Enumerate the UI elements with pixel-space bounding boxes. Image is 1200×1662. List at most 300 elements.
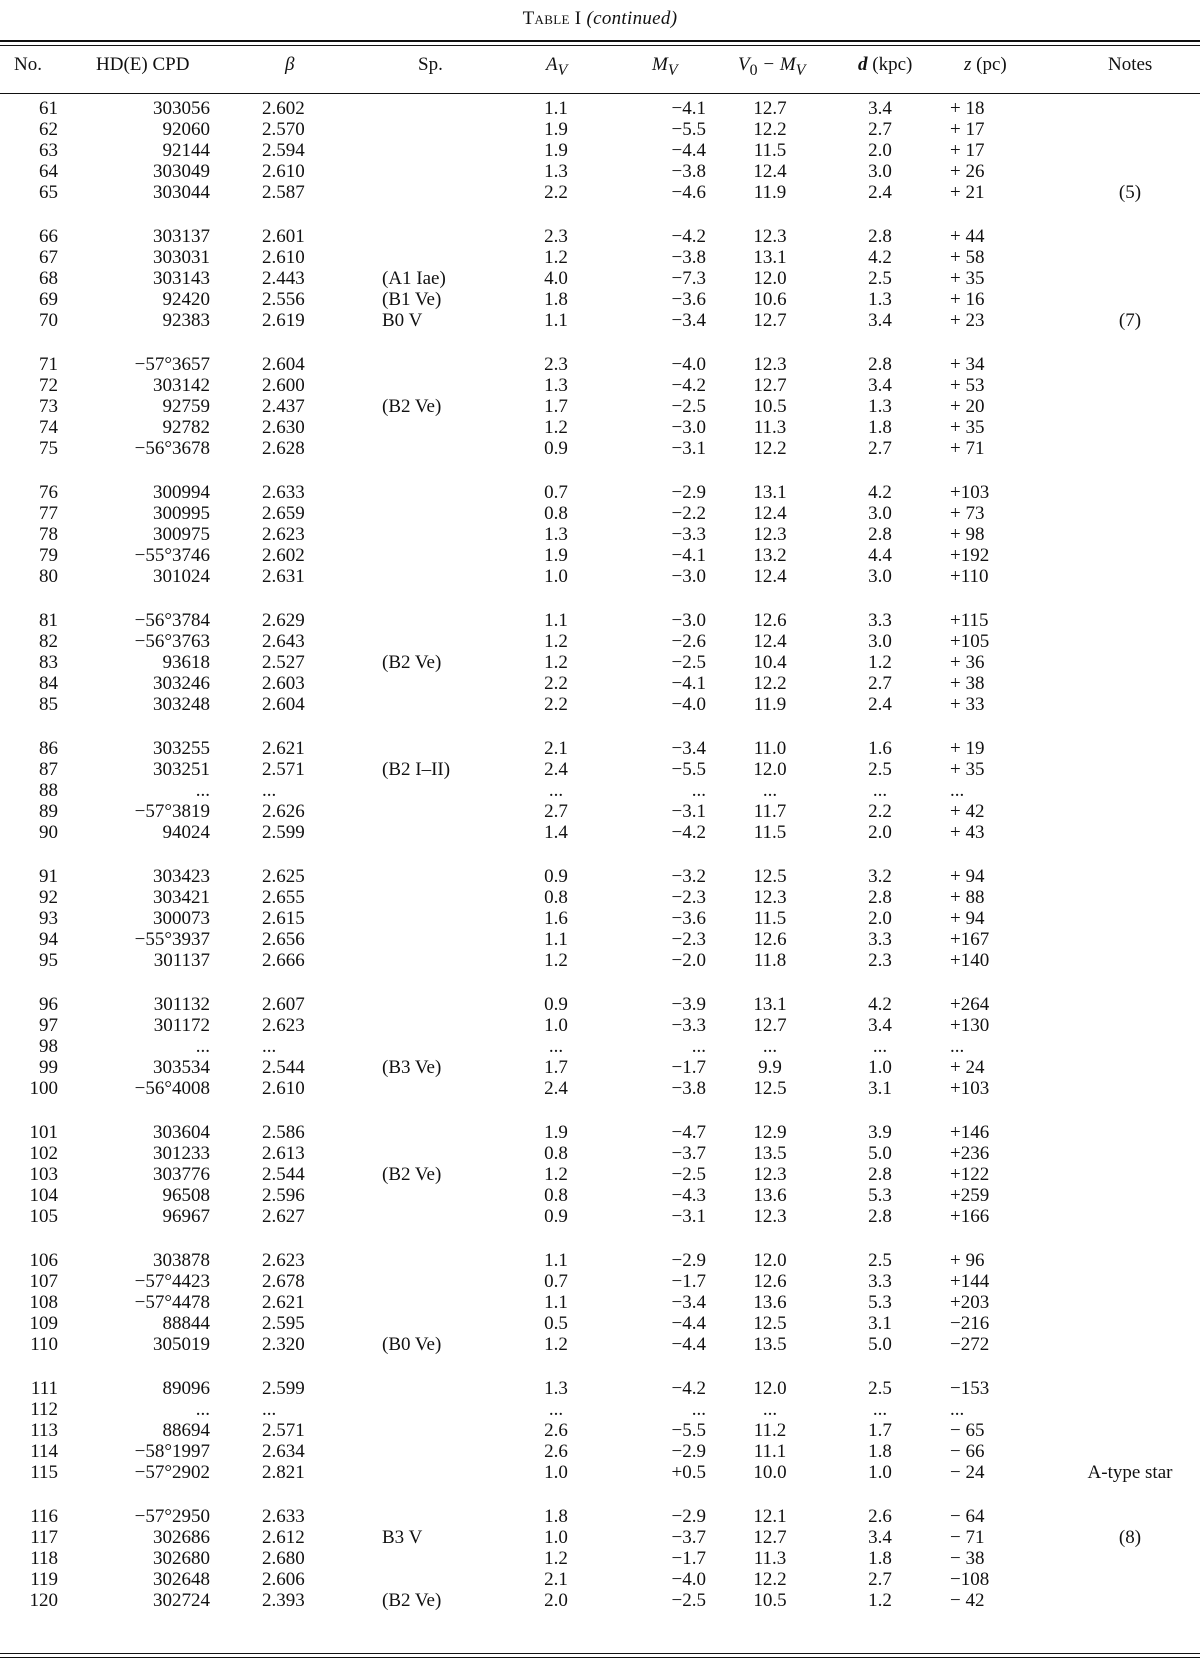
table-row (0, 1548, 1200, 1569)
cell-no: 120 (29, 1590, 58, 1611)
cell-beta: ... (262, 1036, 277, 1057)
cell-no: 72 (39, 375, 58, 396)
cell-z: + 20 (950, 396, 985, 417)
table-row (0, 1015, 1200, 1036)
cell-no: 75 (39, 438, 58, 459)
cell-mv: −4.2 (671, 822, 706, 843)
cell-hd: 303776 (153, 1164, 210, 1185)
table-row (0, 1271, 1200, 1292)
cell-beta: 2.610 (262, 161, 305, 182)
cell-v0: 12.1 (753, 1506, 787, 1527)
cell-z: + 17 (950, 119, 985, 140)
header-d (858, 54, 912, 76)
cell-v0: ... (762, 780, 778, 801)
cell-v0: 11.8 (753, 950, 787, 971)
cell-d: 4.2 (868, 482, 892, 503)
header-v0-minus: − M (757, 54, 796, 75)
table-row (0, 396, 1200, 417)
cell-v0: 11.9 (753, 182, 787, 203)
cell-no: 104 (29, 1185, 58, 1206)
cell-av: 0.8 (544, 1143, 568, 1164)
cell-v0: 12.7 (753, 1527, 787, 1548)
header-no: No. (14, 54, 42, 75)
cell-z: +259 (950, 1185, 990, 1206)
cell-av: 1.9 (544, 545, 568, 566)
cell-v0: 12.3 (753, 887, 787, 908)
cell-av: 0.5 (544, 1313, 568, 1334)
cell-v0: 12.2 (753, 1569, 787, 1590)
table-row (0, 354, 1200, 375)
cell-hd: −57°4423 (134, 1271, 210, 1292)
cell-hd: −57°2950 (134, 1506, 210, 1527)
cell-hd: 96967 (162, 1206, 210, 1227)
cell-beta: 2.571 (262, 759, 305, 780)
cell-d: 2.5 (868, 759, 892, 780)
cell-v0: 12.9 (753, 1122, 787, 1143)
cell-av: 0.7 (544, 1271, 568, 1292)
cell-av: 0.9 (544, 438, 568, 459)
table-row (0, 98, 1200, 119)
cell-av: 1.3 (544, 524, 568, 545)
cell-no: 117 (30, 1527, 58, 1548)
cell-v0: 13.1 (753, 247, 787, 268)
cell-mv: −3.7 (671, 1143, 706, 1164)
row-group (0, 994, 1200, 1099)
cell-beta: 2.599 (262, 822, 305, 843)
cell-hd: −57°2902 (134, 1462, 210, 1483)
cell-no: 106 (29, 1250, 58, 1271)
cell-beta: ... (262, 780, 277, 801)
cell-beta: 2.604 (262, 694, 305, 715)
bottom-rule (0, 1653, 1200, 1654)
cell-beta: 2.623 (262, 1015, 305, 1036)
row-group (0, 482, 1200, 587)
cell-hd: 88694 (162, 1420, 210, 1441)
cell-av: 1.1 (544, 929, 568, 950)
cell-v0: 12.5 (753, 1078, 787, 1099)
cell-z: +166 (950, 1206, 990, 1227)
cell-v0: 12.4 (753, 503, 787, 524)
cell-v0: 12.6 (753, 610, 787, 631)
cell-av: 1.6 (544, 908, 568, 929)
cell-v0: 12.0 (753, 1378, 787, 1399)
cell-d: 1.8 (868, 1548, 892, 1569)
cell-av: 1.8 (544, 289, 568, 310)
cell-beta: 2.610 (262, 247, 305, 268)
cell-v0: 11.3 (753, 1548, 787, 1569)
cell-av: 0.8 (544, 503, 568, 524)
cell-d: 3.9 (868, 1122, 892, 1143)
cell-sp: (B2 Ve) (382, 1590, 442, 1611)
cell-notes: (7) (1118, 310, 1142, 331)
cell-d: 3.4 (868, 375, 892, 396)
cell-d: 4.2 (868, 994, 892, 1015)
table-row (0, 417, 1200, 438)
cell-notes: (5) (1118, 182, 1142, 203)
cell-z: + 26 (950, 161, 985, 182)
row-group (0, 866, 1200, 971)
cell-d: 4.4 (868, 545, 892, 566)
cell-z: −272 (950, 1334, 990, 1355)
cell-beta: 2.393 (262, 1590, 305, 1611)
cell-mv: −2.2 (671, 503, 706, 524)
cell-av: 2.6 (544, 1441, 568, 1462)
cell-z: − 65 (950, 1420, 985, 1441)
cell-d: 5.3 (868, 1292, 892, 1313)
cell-z: + 18 (950, 98, 985, 119)
cell-no: 101 (29, 1122, 58, 1143)
cell-hd: ... (195, 1399, 210, 1420)
table-row (0, 503, 1200, 524)
cell-no: 83 (39, 652, 58, 673)
cell-z: +167 (950, 929, 990, 950)
header-z-main: z (964, 54, 972, 75)
cell-v0: 12.7 (753, 375, 787, 396)
cell-mv: ... (691, 1036, 706, 1057)
cell-v0: 12.4 (753, 161, 787, 182)
cell-hd: −57°3819 (134, 801, 210, 822)
cell-av: 1.2 (544, 631, 568, 652)
cell-z: +203 (950, 1292, 990, 1313)
header-v0-main: V (738, 54, 750, 75)
cell-hd: 302686 (153, 1527, 210, 1548)
cell-d: 1.7 (868, 1420, 892, 1441)
cell-v0: 12.0 (753, 268, 787, 289)
cell-mv: −5.5 (671, 1420, 706, 1441)
cell-z: + 38 (950, 673, 985, 694)
cell-hd: 301132 (153, 994, 210, 1015)
cell-no: 82 (39, 631, 58, 652)
cell-beta: 2.571 (262, 1420, 305, 1441)
cell-v0: 12.3 (753, 226, 787, 247)
cell-hd: −56°3784 (134, 610, 210, 631)
cell-no: 64 (39, 161, 58, 182)
cell-hd: 305019 (153, 1334, 210, 1355)
cell-z: −153 (950, 1378, 990, 1399)
cell-no: 94 (39, 929, 58, 950)
cell-av: 2.2 (544, 182, 568, 203)
cell-beta: 2.606 (262, 1569, 305, 1590)
cell-v0: 12.2 (753, 438, 787, 459)
cell-mv: −4.4 (671, 1313, 706, 1334)
cell-z: + 23 (950, 310, 985, 331)
cell-no: 63 (39, 140, 58, 161)
cell-no: 113 (30, 1420, 58, 1441)
cell-z: +130 (950, 1015, 990, 1036)
cell-z: + 36 (950, 652, 985, 673)
cell-mv: −1.7 (671, 1548, 706, 1569)
table-row (0, 801, 1200, 822)
cell-hd: 92060 (162, 119, 210, 140)
cell-z: + 53 (950, 375, 985, 396)
cell-v0: 13.6 (753, 1292, 787, 1313)
cell-beta: 2.602 (262, 545, 305, 566)
cell-beta: 2.631 (262, 566, 305, 587)
cell-beta: 2.607 (262, 994, 305, 1015)
cell-v0: 12.5 (753, 866, 787, 887)
cell-hd: −57°3657 (134, 354, 210, 375)
cell-d: 2.4 (868, 694, 892, 715)
cell-z: + 34 (950, 354, 985, 375)
cell-z: +144 (950, 1271, 990, 1292)
cell-d: 2.7 (868, 1569, 892, 1590)
cell-av: 1.3 (544, 161, 568, 182)
cell-d: 1.0 (868, 1057, 892, 1078)
table-body (0, 98, 1200, 1634)
cell-mv: −3.6 (671, 289, 706, 310)
cell-no: 91 (39, 866, 58, 887)
table-row (0, 887, 1200, 908)
header-v0-sub: 0 (749, 61, 758, 79)
table-row (0, 994, 1200, 1015)
cell-no: 79 (39, 545, 58, 566)
cell-mv: −3.0 (671, 610, 706, 631)
cell-beta: 2.586 (262, 1122, 305, 1143)
row-group (0, 610, 1200, 715)
cell-hd: 301172 (153, 1015, 210, 1036)
cell-hd: −57°4478 (134, 1292, 210, 1313)
cell-mv: +0.5 (671, 1462, 706, 1483)
cell-beta: 2.570 (262, 119, 305, 140)
cell-d: ... (872, 1036, 888, 1057)
cell-av: ... (548, 780, 564, 801)
header-z-unit: (pc) (971, 54, 1007, 75)
cell-beta: 2.595 (262, 1313, 305, 1334)
cell-beta: 2.600 (262, 375, 305, 396)
cell-z: − 42 (950, 1590, 985, 1611)
cell-av: 1.1 (544, 98, 568, 119)
table-row (0, 1569, 1200, 1590)
cell-hd: 303143 (153, 268, 210, 289)
cell-mv: −2.6 (671, 631, 706, 652)
cell-hd: 92383 (162, 310, 210, 331)
table-row (0, 929, 1200, 950)
table-row (0, 289, 1200, 310)
cell-beta: 2.627 (262, 1206, 305, 1227)
cell-v0: 12.5 (753, 1313, 787, 1334)
cell-hd: 303056 (153, 98, 210, 119)
cell-beta: 2.613 (262, 1143, 305, 1164)
cell-d: 2.8 (868, 524, 892, 545)
table-row (0, 1036, 1200, 1057)
table-row (0, 1462, 1200, 1483)
cell-v0: 11.2 (753, 1420, 787, 1441)
table-row (0, 738, 1200, 759)
cell-av: 1.7 (544, 1057, 568, 1078)
cell-no: 115 (30, 1462, 58, 1483)
table-row (0, 1506, 1200, 1527)
cell-av: 1.2 (544, 1164, 568, 1185)
table-row (0, 1399, 1200, 1420)
table-row (0, 438, 1200, 459)
cell-no: 102 (29, 1143, 58, 1164)
table-row (0, 1590, 1200, 1611)
cell-av: 1.9 (544, 140, 568, 161)
cell-v0: 12.6 (753, 929, 787, 950)
table-row (0, 1185, 1200, 1206)
cell-hd: 303246 (153, 673, 210, 694)
cell-v0: 11.7 (753, 801, 787, 822)
cell-v0: ... (762, 1036, 778, 1057)
header-sp: Sp. (418, 54, 443, 75)
cell-z: + 42 (950, 801, 985, 822)
table-row (0, 652, 1200, 673)
table-row (0, 545, 1200, 566)
cell-hd: 301024 (153, 566, 210, 587)
cell-d: 3.0 (868, 631, 892, 652)
cell-z: ... (950, 1036, 965, 1057)
table-row (0, 908, 1200, 929)
cell-d: 3.4 (868, 310, 892, 331)
cell-no: 118 (30, 1548, 58, 1569)
cell-no: 99 (39, 1057, 58, 1078)
cell-mv: −3.1 (671, 1206, 706, 1227)
cell-no: 71 (39, 354, 58, 375)
cell-hd: 301137 (153, 950, 210, 971)
cell-hd: 94024 (162, 822, 210, 843)
cell-av: 2.3 (544, 226, 568, 247)
cell-mv: −3.8 (671, 161, 706, 182)
header-av-main: A (546, 54, 558, 75)
table-row (0, 631, 1200, 652)
cell-beta: 2.634 (262, 1441, 305, 1462)
cell-d: 2.0 (868, 908, 892, 929)
table-row (0, 759, 1200, 780)
cell-av: 1.9 (544, 119, 568, 140)
cell-beta: 2.630 (262, 417, 305, 438)
cell-d: 3.3 (868, 929, 892, 950)
row-group (0, 1250, 1200, 1355)
cell-hd: 300994 (153, 482, 210, 503)
table-row (0, 950, 1200, 971)
header-hd-cpd: HD(E) CPD (96, 54, 190, 75)
cell-mv: −3.7 (671, 1527, 706, 1548)
cell-no: 111 (30, 1378, 58, 1399)
cell-d: 2.4 (868, 182, 892, 203)
cell-no: 98 (39, 1036, 58, 1057)
cell-mv: −2.5 (671, 396, 706, 417)
cell-beta: 2.556 (262, 289, 305, 310)
cell-mv: −1.7 (671, 1057, 706, 1078)
cell-z: − 66 (950, 1441, 985, 1462)
cell-d: 3.0 (868, 161, 892, 182)
cell-d: 1.3 (868, 396, 892, 417)
cell-av: 1.2 (544, 1334, 568, 1355)
cell-beta: 2.656 (262, 929, 305, 950)
cell-beta: 2.621 (262, 738, 305, 759)
cell-z: +110 (950, 566, 989, 587)
cell-beta: 2.619 (262, 310, 305, 331)
cell-v0: 12.7 (753, 1015, 787, 1036)
table-title-suffix: (continued) (586, 8, 678, 29)
row-group (0, 1506, 1200, 1611)
cell-hd: ... (195, 780, 210, 801)
cell-no: 107 (29, 1271, 58, 1292)
cell-no: 89 (39, 801, 58, 822)
cell-v0: 12.3 (753, 354, 787, 375)
cell-no: 95 (39, 950, 58, 971)
cell-mv: −3.3 (671, 524, 706, 545)
cell-d: 1.8 (868, 1441, 892, 1462)
cell-av: 1.1 (544, 310, 568, 331)
cell-z: +103 (950, 482, 990, 503)
cell-v0: 12.4 (753, 566, 787, 587)
table-row (0, 1420, 1200, 1441)
header-beta (285, 54, 294, 76)
cell-d: 1.2 (868, 1590, 892, 1611)
cell-v0: 10.5 (753, 396, 787, 417)
cell-v0: ... (762, 1399, 778, 1420)
cell-av: 2.6 (544, 1420, 568, 1441)
cell-mv: −4.2 (671, 375, 706, 396)
cell-av: 1.9 (544, 1122, 568, 1143)
table-row (0, 1292, 1200, 1313)
cell-v0: 13.5 (753, 1334, 787, 1355)
cell-z: −216 (950, 1313, 990, 1334)
cell-sp: (B0 Ve) (382, 1334, 442, 1355)
cell-hd: −56°3763 (134, 631, 210, 652)
cell-hd: 92759 (162, 396, 210, 417)
cell-no: 76 (39, 482, 58, 503)
cell-v0: 13.2 (753, 545, 787, 566)
cell-mv: ... (691, 780, 706, 801)
cell-v0: 12.0 (753, 1250, 787, 1271)
cell-beta: 2.602 (262, 98, 305, 119)
cell-no: 105 (29, 1206, 58, 1227)
cell-hd: 303604 (153, 1122, 210, 1143)
cell-d: 2.8 (868, 226, 892, 247)
cell-no: 70 (39, 310, 58, 331)
table-row (0, 140, 1200, 161)
header-v0-mv (738, 54, 805, 80)
cell-av: 1.3 (544, 1378, 568, 1399)
cell-mv: −3.8 (671, 247, 706, 268)
cell-hd: −58°1997 (134, 1441, 210, 1462)
cell-d: 2.8 (868, 354, 892, 375)
cell-d: 3.4 (868, 1015, 892, 1036)
cell-v0: 12.0 (753, 759, 787, 780)
cell-beta: 2.680 (262, 1548, 305, 1569)
cell-av: 1.3 (544, 375, 568, 396)
cell-hd: 303251 (153, 759, 210, 780)
cell-v0: 13.1 (753, 994, 787, 1015)
table-row (0, 375, 1200, 396)
cell-d: 5.0 (868, 1143, 892, 1164)
cell-beta: 2.625 (262, 866, 305, 887)
cell-no: 108 (29, 1292, 58, 1313)
row-group (0, 1122, 1200, 1227)
table-row (0, 610, 1200, 631)
table-row (0, 566, 1200, 587)
table-row (0, 673, 1200, 694)
cell-d: 1.3 (868, 289, 892, 310)
cell-beta: 2.678 (262, 1271, 305, 1292)
cell-z: + 35 (950, 417, 985, 438)
cell-av: 1.2 (544, 652, 568, 673)
row-group (0, 354, 1200, 459)
table-row (0, 1334, 1200, 1355)
cell-beta: 2.320 (262, 1334, 305, 1355)
cell-no: 119 (30, 1569, 58, 1590)
cell-beta: 2.615 (262, 908, 305, 929)
header-rule (0, 93, 1200, 94)
cell-d: 4.2 (868, 247, 892, 268)
cell-notes: (8) (1118, 1527, 1142, 1548)
cell-av: 1.7 (544, 396, 568, 417)
cell-av: 1.2 (544, 1548, 568, 1569)
cell-z: +236 (950, 1143, 990, 1164)
table-title (0, 8, 1200, 30)
